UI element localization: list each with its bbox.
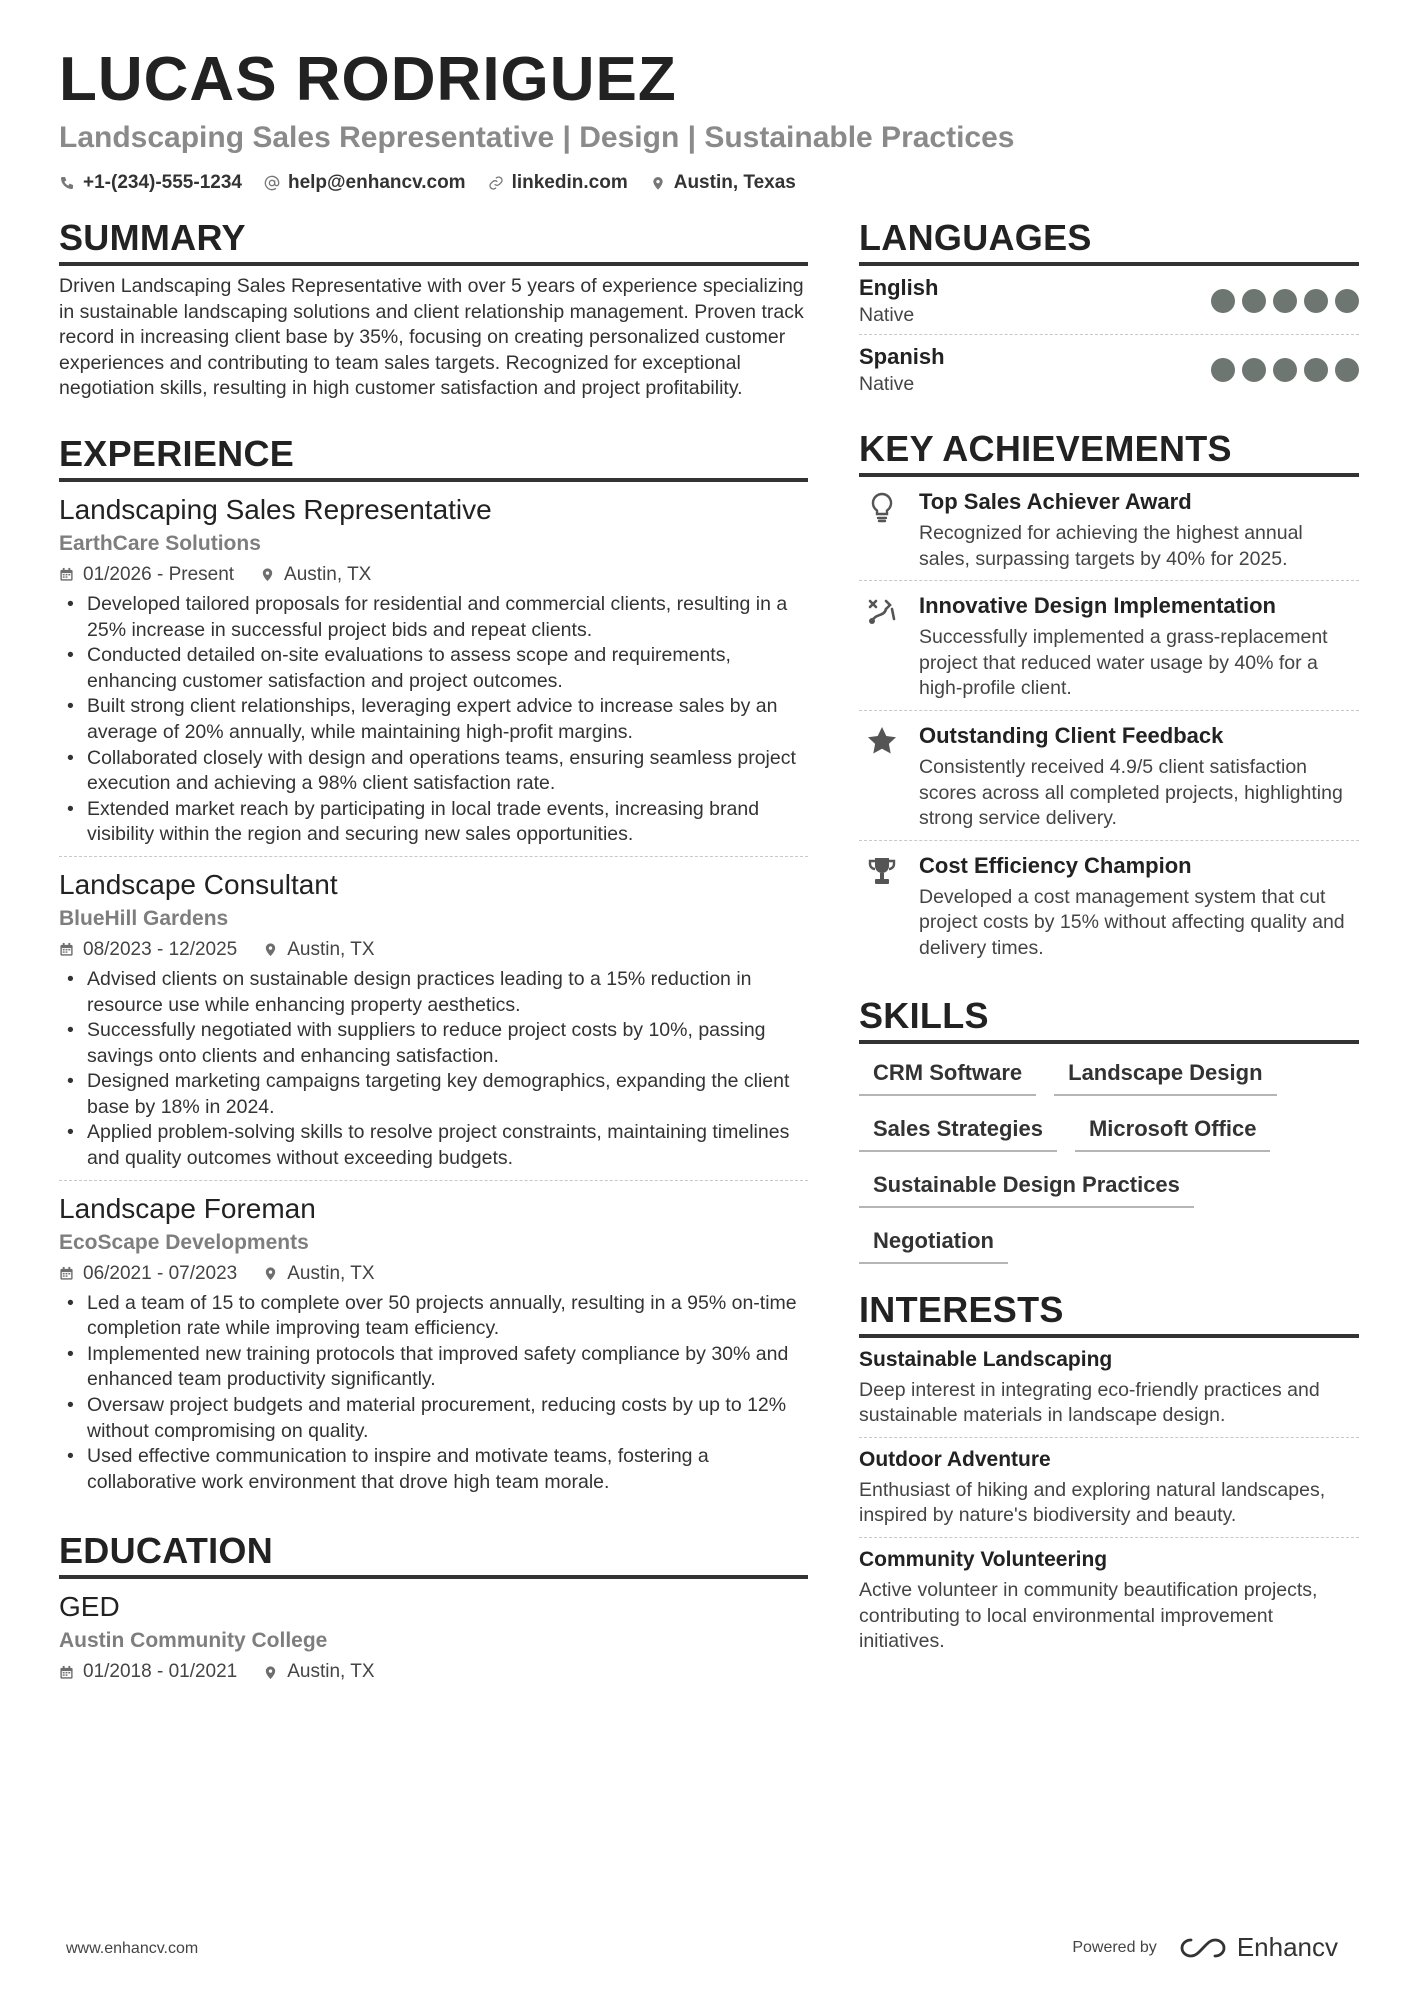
degree-title: GED: [59, 1591, 120, 1623]
at-icon: [264, 175, 280, 191]
achievement-title: Top Sales Achiever Award: [919, 489, 1192, 514]
education-location: [263, 1659, 374, 1685]
job-entry: [59, 857, 808, 1181]
interest-desc: Active volunteer in community beautification projects, contributing to local environmental improvement initiatives.: [859, 1578, 1318, 1653]
language-name: English: [859, 275, 939, 300]
skill-tag: Negotiation: [859, 1226, 1008, 1264]
interest-list: [859, 1338, 1359, 1663]
achievement-title: Outstanding Client Feedback: [919, 722, 1224, 748]
job-entry: [59, 1181, 808, 1504]
education-dates: [59, 1659, 237, 1685]
achievement-item: [859, 841, 1359, 970]
achievement-title: Innovative Design Implementation: [919, 593, 1276, 619]
skill-list: [859, 1058, 1359, 1264]
bullet-item: • Advised clients on sustainable design practices leading to a 15% reduction in resource use while enhancing property aesthetics.: [87, 967, 808, 1018]
calendar-icon: [59, 942, 74, 957]
proficiency-dot: [1304, 289, 1328, 313]
enhancv-logo-icon: [1179, 1935, 1227, 1961]
job-bullets: [59, 1291, 808, 1496]
achievement-body: [919, 591, 1359, 702]
section-heading-experience: EXPERIENCE: [59, 432, 808, 482]
phone-icon: [59, 175, 75, 191]
job-dates: [59, 937, 237, 963]
language-list: [859, 266, 1359, 403]
footer-branding: [1072, 1932, 1338, 1963]
job-location-text: Austin, TX: [287, 1262, 375, 1284]
phone-text: +1-(234)-555-1234: [83, 172, 242, 193]
location-pin-icon: [263, 1665, 278, 1680]
bullet-item: • Conducted detailed on-site evaluations to assess scope and requirements, enhancing customer satisfaction and project outcomes.: [87, 643, 808, 694]
language-info: [859, 343, 945, 397]
achievement-body: [919, 487, 1359, 572]
calendar-icon: [59, 1266, 74, 1281]
job-dates-text: 08/2023 - 12/2025: [83, 938, 238, 960]
interest-desc: Deep interest in integrating eco-friendly practices and sustainable materials in landscape design.: [859, 1378, 1320, 1427]
lightbulb-icon: [866, 491, 898, 523]
education-dates-text: 01/2018 - 01/2021: [83, 1661, 238, 1683]
achievement-body: [919, 851, 1359, 962]
location-pin-icon: [263, 1266, 278, 1281]
achievement-item: [859, 711, 1359, 841]
achievements-section: [859, 427, 1359, 970]
achievement-item: [859, 477, 1359, 581]
language-level: Native: [859, 304, 915, 326]
achievement-desc: Consistently received 4.9/5 client satisfaction scores across all completed projects, highlighting strong service delivery.: [919, 755, 1343, 830]
bullet-item: • Collaborated closely with design and operations teams, ensuring seamless project execution and achieving a 98% client satisfaction rate.: [87, 746, 808, 797]
brand-name: Enhancv: [1236, 1932, 1338, 1962]
link-icon: [488, 175, 504, 191]
proficiency-dot: [1211, 358, 1235, 382]
job-meta: [59, 937, 808, 963]
company-name: BlueHill Gardens: [59, 906, 229, 930]
skill-tag: Landscape Design: [1054, 1058, 1276, 1096]
candidate-name: LUCAS RODRIGUEZ: [59, 45, 677, 114]
candidate-title: Landscaping Sales Representative | Design | Sustainable Practices: [59, 121, 1015, 154]
skill-tag: Sales Strategies: [859, 1114, 1057, 1152]
achievement-list: [859, 477, 1359, 970]
job-title: Landscape Foreman: [59, 1192, 316, 1224]
job-location: [263, 937, 374, 963]
job-dates-text: 06/2021 - 07/2023: [83, 1262, 238, 1284]
achievement-icon-wrap: [859, 591, 905, 702]
section-heading-languages: LANGUAGES: [859, 216, 1359, 266]
interests-section: [859, 1288, 1359, 1663]
skill-tag: Sustainable Design Practices: [859, 1170, 1194, 1208]
right-column: [859, 216, 1359, 1687]
language-item: [859, 266, 1359, 335]
location-pin-icon: [260, 567, 275, 582]
job-entry: [59, 482, 808, 857]
section-heading-interests: INTERESTS: [859, 1288, 1359, 1338]
proficiency-dots: [1211, 289, 1359, 313]
proficiency-dot: [1242, 358, 1266, 382]
achievement-desc: Successfully implemented a grass-replacement project that reduced water usage by 40% for a high-profile client.: [919, 626, 1328, 700]
location-pin-icon: [650, 175, 666, 191]
company-name: EarthCare Solutions: [59, 531, 261, 555]
skill-tag: CRM Software: [859, 1058, 1036, 1096]
job-meta: [59, 562, 808, 588]
bullet-item: • Extended market reach by participating in local trade events, increasing brand visibility within the region and securing new sales opportunities.: [87, 797, 808, 848]
bullet-item: • Oversaw project budgets and material procurement, reducing costs by up to 12% without compromising on quality.: [87, 1393, 808, 1444]
job-location: [263, 1261, 374, 1287]
interest-desc: Enthusiast of hiking and exploring natural landscapes, inspired by nature's biodiversity and beauty.: [859, 1478, 1326, 1527]
interest-title: Outdoor Adventure: [859, 1447, 1051, 1471]
bullet-item: • Used effective communication to inspire and motivate teams, fostering a collaborative work environment that drove high team morale.: [87, 1444, 808, 1495]
education-meta: [59, 1659, 808, 1685]
calendar-icon: [59, 1665, 74, 1680]
interest-item: [859, 1338, 1359, 1438]
achievement-icon-wrap: [859, 851, 905, 962]
language-item: [859, 335, 1359, 403]
bullet-item: • Designed marketing campaigns targeting key demographics, expanding the client base by 18% in 2024.: [87, 1069, 808, 1120]
interest-item: [859, 1438, 1359, 1538]
location-pin-icon: [263, 942, 278, 957]
achievement-title: Cost Efficiency Champion: [919, 852, 1192, 878]
location-text: Austin, Texas: [673, 172, 796, 193]
left-column: [59, 216, 808, 1717]
interest-item: [859, 1538, 1359, 1663]
trophy-icon: [866, 855, 898, 887]
bullet-item: • Led a team of 15 to complete over 50 projects annually, resulting in a 95% on-time completion rate while improving team efficiency.: [87, 1291, 808, 1342]
contact-location: [650, 170, 796, 196]
proficiency-dots: [1211, 358, 1359, 382]
education-entry: [59, 1579, 808, 1693]
interest-title: Sustainable Landscaping: [859, 1347, 1113, 1371]
language-info: [859, 274, 938, 328]
skills-section: [859, 994, 1359, 1264]
education-section: [59, 1529, 808, 1693]
job-bullets: [59, 967, 808, 1172]
job-location-text: Austin, TX: [284, 563, 372, 585]
interest-title: Community Volunteering: [859, 1547, 1108, 1571]
contact-row: [59, 170, 1359, 196]
job-dates: [59, 562, 234, 588]
email-text: help@enhancv.com: [287, 172, 466, 193]
section-heading-education: EDUCATION: [59, 1529, 808, 1579]
proficiency-dot: [1304, 358, 1328, 382]
powered-by-label: Powered by: [1072, 1938, 1157, 1956]
job-location: [260, 562, 371, 588]
star-icon: [866, 725, 898, 757]
achievement-desc: Developed a cost management system that cut project costs by 15% without affecting quality and delivery times.: [919, 885, 1345, 959]
enhancv-logo[interactable]: [1179, 1932, 1338, 1963]
footer-website[interactable]: www.enhancv.com: [66, 1940, 199, 1957]
achievement-body: [919, 721, 1359, 832]
proficiency-dot: [1211, 289, 1235, 313]
proficiency-dot: [1273, 358, 1297, 382]
proficiency-dot: [1242, 289, 1266, 313]
resume-header: [59, 44, 1359, 196]
proficiency-dot: [1335, 358, 1359, 382]
contact-phone[interactable]: [59, 170, 242, 196]
section-heading-skills: SKILLS: [859, 994, 1359, 1044]
achievement-icon-wrap: [859, 487, 905, 572]
calendar-icon: [59, 567, 74, 582]
summary-text: Driven Landscaping Sales Representative with over 5 years of experience specializing in sustainable landscaping solutions and client relationship management. Proven track record in increasing client base by 35%, focusing on creating personalized customer experiences and contributing to team sales targets. Recognized for exceptional negotiation skills, resulting in high customer satisfaction and project profitability.: [59, 275, 804, 400]
job-dates-text: 01/2026 - Present: [83, 563, 235, 585]
languages-section: [859, 216, 1359, 403]
job-list: [59, 482, 808, 1503]
experience-section: [59, 432, 808, 1503]
skill-tag: Microsoft Office: [1075, 1114, 1270, 1152]
language-level: Native: [859, 373, 915, 395]
contact-email[interactable]: [264, 170, 466, 196]
section-heading-achievements: KEY ACHIEVEMENTS: [859, 427, 1359, 477]
section-heading-summary: SUMMARY: [59, 216, 808, 266]
proficiency-dot: [1335, 289, 1359, 313]
bullet-item: • Built strong client relationships, leveraging expert advice to increase sales by an average of 20% annually, while maintaining high-profit margins.: [87, 694, 808, 745]
job-dates: [59, 1261, 237, 1287]
company-name: EcoScape Developments: [59, 1230, 309, 1254]
language-name: Spanish: [859, 344, 945, 369]
summary-section: [59, 216, 808, 402]
linkedin-text: linkedin.com: [511, 172, 628, 193]
job-bullets: [59, 592, 808, 848]
bullet-item: • Successfully negotiated with suppliers to reduce project costs by 10%, passing savings onto clients and enhancing satisfaction.: [87, 1018, 808, 1069]
achievement-item: [859, 581, 1359, 711]
job-meta: [59, 1261, 808, 1287]
bullet-item: • Applied problem-solving skills to resolve project constraints, maintaining timelines and quality outcomes without exceeding budgets.: [87, 1120, 808, 1171]
bullet-item: • Developed tailored proposals for residential and commercial clients, resulting in a 25% increase in successful project bids and repeat clients.: [87, 592, 808, 643]
contact-linkedin[interactable]: [488, 170, 628, 196]
job-title: Landscape Consultant: [59, 868, 338, 900]
bullet-item: • Implemented new training protocols that improved safety compliance by 30% and enhanced team productivity significantly.: [87, 1342, 808, 1393]
proficiency-dot: [1273, 289, 1297, 313]
job-location-text: Austin, TX: [287, 938, 375, 960]
achievement-desc: Recognized for achieving the highest annual sales, surpassing targets by 40% for 2025.: [919, 522, 1303, 570]
design-path-icon: [866, 595, 898, 627]
school-name: Austin Community College: [59, 1629, 328, 1653]
education-location-text: Austin, TX: [287, 1661, 375, 1683]
job-title: Landscaping Sales Representative: [59, 493, 492, 525]
achievement-icon-wrap: [859, 721, 905, 832]
